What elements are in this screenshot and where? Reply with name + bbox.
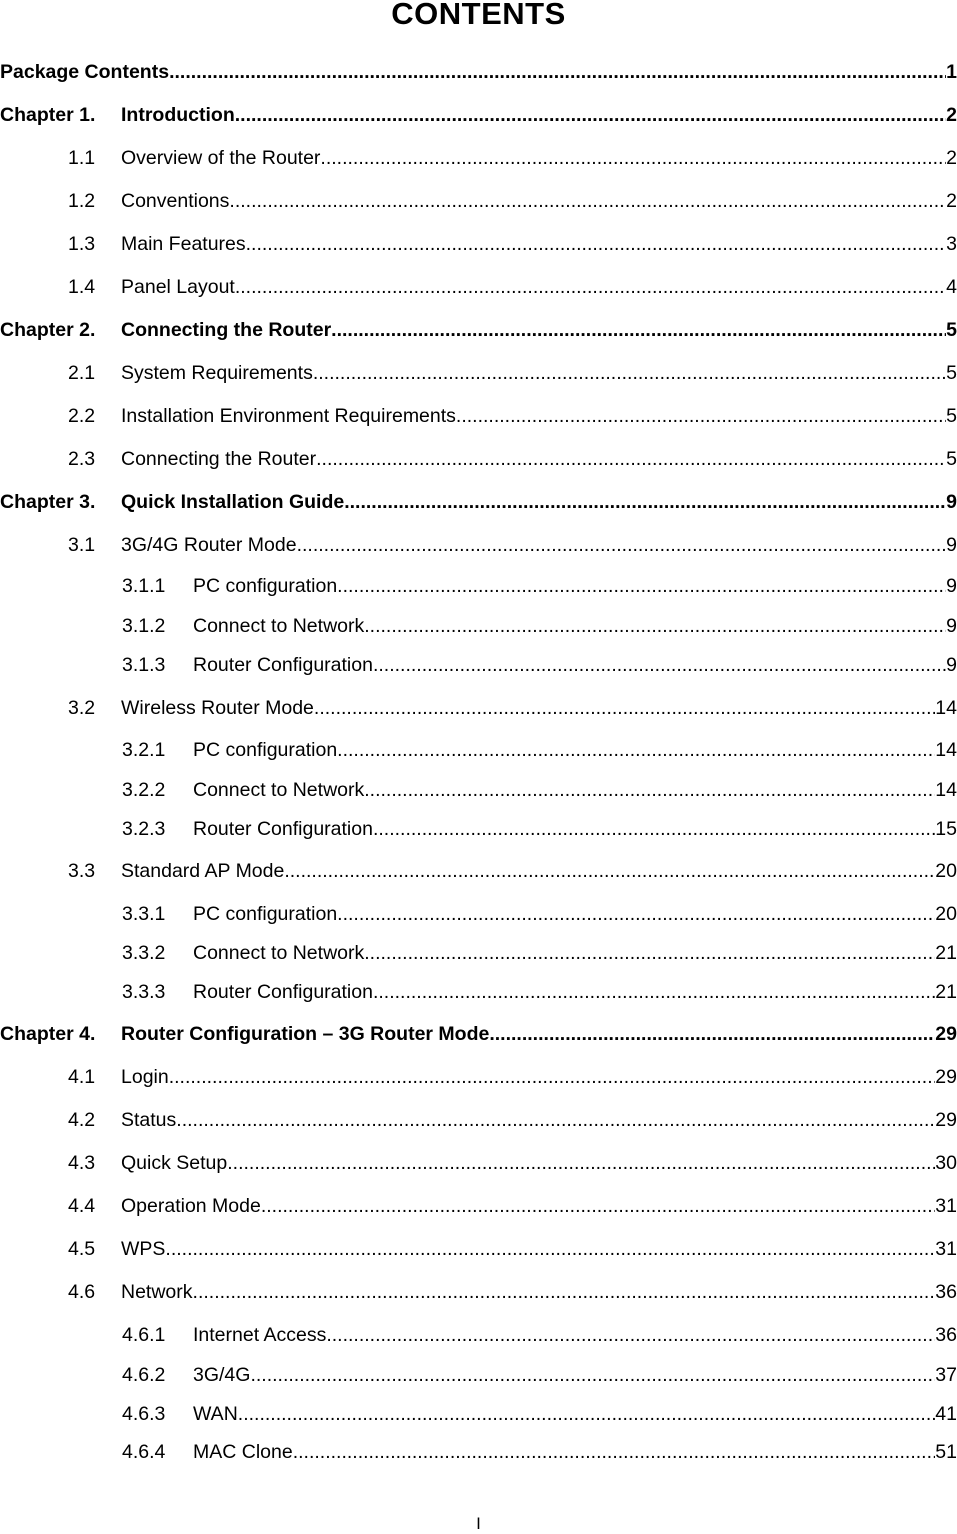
toc-entry-title: Connect to Network bbox=[193, 615, 365, 637]
toc-dot-leader bbox=[364, 778, 935, 802]
toc-section-entry[interactable] bbox=[0, 1280, 957, 1304]
toc-chapter-entry[interactable] bbox=[0, 490, 957, 514]
toc-page-number: 9 bbox=[946, 575, 957, 597]
toc-page-number: 29 bbox=[935, 1023, 957, 1045]
toc-entry-title: PC configuration bbox=[193, 739, 338, 761]
toc-page-number: 31 bbox=[935, 1195, 957, 1217]
toc-page-number: 29 bbox=[935, 1109, 957, 1131]
toc-entry-number: 3.1.3 bbox=[122, 654, 166, 676]
toc-page-number: 14 bbox=[935, 739, 957, 761]
toc-subsection-entry[interactable] bbox=[0, 574, 957, 598]
toc-subsection-entry[interactable] bbox=[0, 738, 957, 762]
toc-page-number: 9 bbox=[946, 534, 957, 556]
toc-entry-title: Status bbox=[121, 1109, 177, 1131]
toc-section-entry[interactable] bbox=[0, 404, 957, 428]
toc-section-entry[interactable] bbox=[0, 1108, 957, 1132]
toc-dot-leader bbox=[337, 574, 946, 598]
toc-entry-number: 3.3.2 bbox=[122, 942, 166, 964]
toc-section-entry[interactable] bbox=[0, 696, 957, 720]
toc-entry-title: Router Configuration bbox=[193, 818, 373, 840]
toc-dot-leader bbox=[176, 1108, 935, 1132]
toc-section-entry[interactable] bbox=[0, 447, 957, 471]
toc-page-number: 9 bbox=[946, 654, 957, 676]
toc-dot-leader bbox=[313, 361, 946, 385]
toc-section-entry[interactable] bbox=[0, 859, 957, 883]
toc-page-number: 3 bbox=[946, 233, 957, 255]
toc-entry-title: MAC Clone bbox=[193, 1441, 293, 1463]
toc-entry-number: 4.6.3 bbox=[122, 1403, 166, 1425]
toc-entry-title: Introduction bbox=[121, 104, 235, 126]
toc-entry-number: 3.3.3 bbox=[122, 981, 166, 1003]
toc-entry-title: Connect to Network bbox=[193, 779, 365, 801]
toc-page-number: 20 bbox=[935, 860, 957, 882]
toc-page-number: 51 bbox=[935, 1441, 957, 1463]
toc-entry-number: 4.1 bbox=[68, 1066, 96, 1088]
toc-dot-leader bbox=[235, 275, 946, 299]
toc-entry-number: 3.1.1 bbox=[122, 575, 166, 597]
toc-chapter-entry[interactable] bbox=[0, 318, 957, 342]
toc-chapter-entry[interactable] bbox=[0, 1022, 957, 1046]
toc-page-number: 36 bbox=[935, 1324, 957, 1346]
toc-page-number: 21 bbox=[935, 942, 957, 964]
toc-subsection-entry[interactable] bbox=[0, 1402, 957, 1426]
toc-dot-leader bbox=[337, 902, 935, 926]
toc-entry-number: 2.3 bbox=[68, 448, 96, 470]
toc-entry-title: Panel Layout bbox=[121, 276, 235, 298]
toc-dot-leader bbox=[364, 941, 935, 965]
toc-subsection-entry[interactable] bbox=[0, 1363, 957, 1387]
toc-entry-number: 4.6.1 bbox=[122, 1324, 166, 1346]
toc-dot-leader bbox=[261, 1194, 935, 1218]
toc-page-number: 14 bbox=[935, 697, 957, 719]
toc-entry-title: Router Configuration bbox=[193, 654, 373, 676]
toc-page-number: 2 bbox=[946, 190, 957, 212]
toc-subsection-entry[interactable] bbox=[0, 980, 957, 1004]
toc-chapter-entry[interactable] bbox=[0, 103, 957, 127]
toc-entry-title: Standard AP Mode bbox=[121, 860, 285, 882]
toc-section-entry[interactable] bbox=[0, 1194, 957, 1218]
toc-page-number: 14 bbox=[935, 779, 957, 801]
toc-subsection-entry[interactable] bbox=[0, 1440, 957, 1464]
toc-dot-leader bbox=[246, 232, 947, 256]
toc-entry-title: PC configuration bbox=[193, 575, 338, 597]
toc-entry-number: 1.2 bbox=[68, 190, 96, 212]
toc-entry-number: 3.1 bbox=[68, 534, 96, 556]
toc-dot-leader bbox=[238, 1402, 936, 1426]
toc-entry-number: Chapter 3. bbox=[0, 491, 96, 513]
toc-dot-leader bbox=[227, 1151, 935, 1175]
toc-page-number: 37 bbox=[935, 1364, 957, 1386]
toc-dot-leader bbox=[314, 696, 935, 720]
toc-dot-leader bbox=[344, 490, 946, 514]
toc-section-entry[interactable] bbox=[0, 361, 957, 385]
toc-entry-title: PC configuration bbox=[193, 903, 338, 925]
toc-entry-title: Network bbox=[121, 1281, 193, 1303]
toc-page-number: 5 bbox=[946, 362, 957, 384]
toc-entry-title: Router Configuration – 3G Router Mode bbox=[121, 1023, 490, 1045]
toc-entry-title: Wireless Router Mode bbox=[121, 697, 314, 719]
toc-section-entry[interactable] bbox=[0, 533, 957, 557]
toc-entry-title: Connect to Network bbox=[193, 942, 365, 964]
toc-subsection-entry[interactable] bbox=[0, 941, 957, 965]
toc-entry-number: Chapter 2. bbox=[0, 319, 96, 341]
toc-page-number: 29 bbox=[935, 1066, 957, 1088]
page-number-footer: I bbox=[476, 1514, 481, 1533]
toc-entry-title: Operation Mode bbox=[121, 1195, 261, 1217]
toc-dot-leader bbox=[456, 404, 946, 428]
toc-entry-title: 3G/4G Router Mode bbox=[121, 534, 297, 556]
toc-page-number: 15 bbox=[935, 818, 957, 840]
toc-section-entry[interactable] bbox=[0, 232, 957, 256]
toc-entry-number: 1.3 bbox=[68, 233, 96, 255]
toc-dot-leader bbox=[165, 1237, 935, 1261]
toc-page-number: 2 bbox=[946, 104, 957, 126]
toc-page-number: 20 bbox=[935, 903, 957, 925]
toc-dot-leader bbox=[320, 146, 946, 170]
toc-section-entry[interactable] bbox=[0, 146, 957, 170]
toc-entry-title: WAN bbox=[193, 1403, 238, 1425]
toc-dot-leader bbox=[169, 60, 946, 84]
toc-dot-leader bbox=[169, 1065, 936, 1089]
toc-entry-title: System Requirements bbox=[121, 362, 313, 384]
toc-entry-number: Chapter 1. bbox=[0, 104, 96, 126]
toc-section-entry[interactable] bbox=[0, 1237, 957, 1261]
toc-entry-number: 3.3.1 bbox=[122, 903, 166, 925]
toc-page-number: 9 bbox=[946, 615, 957, 637]
toc-entry-title: Quick Setup bbox=[121, 1152, 228, 1174]
toc-page-number: 31 bbox=[935, 1238, 957, 1260]
toc-entry-title: Package Contents bbox=[0, 61, 170, 83]
toc-dot-leader bbox=[193, 1280, 936, 1304]
toc-entry-number: 2.2 bbox=[68, 405, 96, 427]
toc-page-number: 9 bbox=[946, 491, 957, 513]
toc-dot-leader bbox=[250, 1363, 935, 1387]
toc-entry-title: Conventions bbox=[121, 190, 230, 212]
toc-entry-title: Connecting the Router bbox=[121, 448, 317, 470]
toc-page-number: 5 bbox=[946, 319, 957, 341]
toc-subsection-entry[interactable] bbox=[0, 614, 957, 638]
toc-page-number: 30 bbox=[935, 1152, 957, 1174]
toc-dot-leader bbox=[373, 653, 946, 677]
toc-dot-leader bbox=[235, 103, 946, 127]
toc-dot-leader bbox=[337, 738, 935, 762]
toc-entry-number: 4.5 bbox=[68, 1238, 96, 1260]
toc-dot-leader bbox=[316, 447, 946, 471]
toc-entry-title: Login bbox=[121, 1066, 169, 1088]
toc-subsection-entry[interactable] bbox=[0, 778, 957, 802]
toc-subsection-entry[interactable] bbox=[0, 902, 957, 926]
toc-entry-number: 3.2.2 bbox=[122, 779, 166, 801]
toc-dot-leader bbox=[326, 1323, 935, 1347]
toc-page-number: 4 bbox=[946, 276, 957, 298]
toc-entry-number: 4.6.2 bbox=[122, 1364, 166, 1386]
toc-entry-title: 3G/4G bbox=[193, 1364, 251, 1386]
toc-subsection-entry[interactable] bbox=[0, 653, 957, 677]
toc-page-number: 1 bbox=[946, 61, 957, 83]
toc-entry-title: Overview of the Router bbox=[121, 147, 321, 169]
toc-entry-number: 4.6.4 bbox=[122, 1441, 166, 1463]
toc-entry-number: Chapter 4. bbox=[0, 1023, 96, 1045]
toc-dot-leader bbox=[293, 1440, 936, 1464]
toc-entry-number: 1.4 bbox=[68, 276, 96, 298]
toc-section-entry[interactable] bbox=[0, 1151, 957, 1175]
toc-entry-number: 3.1.2 bbox=[122, 615, 166, 637]
toc-entry-number: 4.2 bbox=[68, 1109, 96, 1131]
toc-entry-title: Quick Installation Guide bbox=[121, 491, 345, 513]
toc-page-number: 41 bbox=[935, 1403, 957, 1425]
toc-entry-number: 3.2.3 bbox=[122, 818, 166, 840]
toc-entry-number: 4.3 bbox=[68, 1152, 96, 1174]
toc-entry-number: 3.2.1 bbox=[122, 739, 166, 761]
toc-entry-number: 3.3 bbox=[68, 860, 96, 882]
toc-section-entry[interactable] bbox=[0, 275, 957, 299]
toc-entry-number: 4.4 bbox=[68, 1195, 96, 1217]
toc-subsection-entry[interactable] bbox=[0, 1323, 957, 1347]
toc-page-number: 36 bbox=[935, 1281, 957, 1303]
toc-subsection-entry[interactable] bbox=[0, 817, 957, 841]
toc-page-number: 5 bbox=[946, 448, 957, 470]
toc-section-entry[interactable] bbox=[0, 189, 957, 213]
toc-page-number: 5 bbox=[946, 405, 957, 427]
toc-section-entry[interactable] bbox=[0, 1065, 957, 1089]
toc-dot-leader bbox=[373, 980, 935, 1004]
toc-dot-leader bbox=[364, 614, 946, 638]
toc-entry-title: Main Features bbox=[121, 233, 246, 255]
page-title: CONTENTS bbox=[391, 0, 566, 31]
toc-entry-title: WPS bbox=[121, 1238, 166, 1260]
toc-dot-leader bbox=[489, 1022, 935, 1046]
toc-page-number: 2 bbox=[946, 147, 957, 169]
toc-dot-leader bbox=[331, 318, 946, 342]
toc-dot-leader bbox=[297, 533, 947, 557]
toc-entry-number: 4.6 bbox=[68, 1281, 96, 1303]
toc-entry-number: 3.2 bbox=[68, 697, 96, 719]
toc-entry-title: Internet Access bbox=[193, 1324, 327, 1346]
toc-dot-leader bbox=[373, 817, 935, 841]
toc-entry-number: 1.1 bbox=[68, 147, 96, 169]
toc-dot-leader bbox=[229, 189, 946, 213]
toc-dot-leader bbox=[284, 859, 935, 883]
toc-entry-title: Connecting the Router bbox=[121, 319, 332, 341]
toc-entry-number: 2.1 bbox=[68, 362, 96, 384]
toc-entry-title: Installation Environment Requirements bbox=[121, 405, 456, 427]
toc-chapter-entry[interactable] bbox=[0, 60, 957, 84]
toc-page-number: 21 bbox=[935, 981, 957, 1003]
toc-entry-title: Router Configuration bbox=[193, 981, 373, 1003]
